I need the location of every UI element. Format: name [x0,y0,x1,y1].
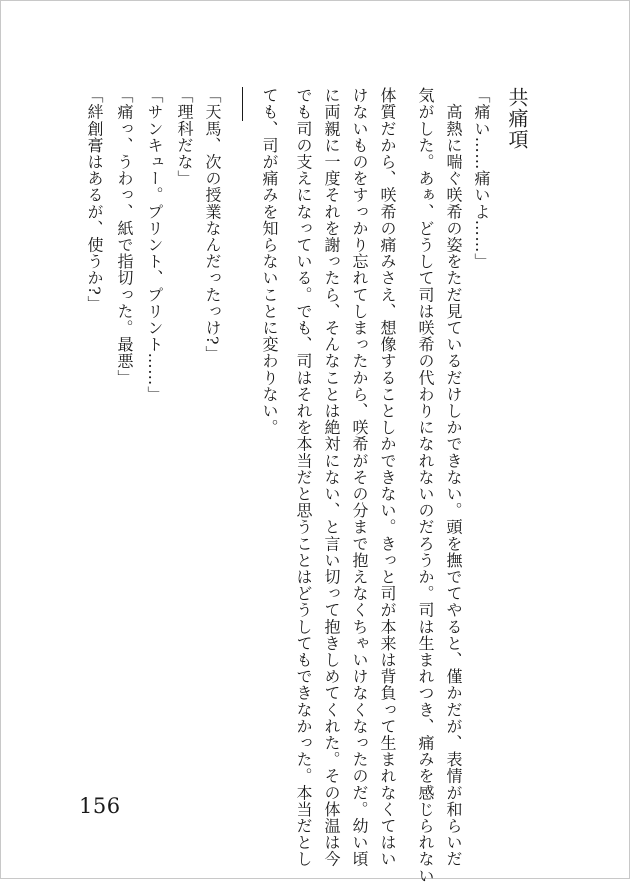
section-divider [242,87,243,121]
text-column: 気がした。あぁ、どうして司は咲希の代わりになれないのだろうか。司は生まれつき、痛みを感じられない [416,87,435,884]
text-column: けないものをすっかり忘れてしまったから、咲希がその分まで抱えなくちゃいけなくなったのだ。幼い頃 [350,87,369,868]
text-column: ても、司が痛みを知らないことに変わりない。 [260,87,279,436]
text-column: 「痛い……痛いよ……」 [472,87,491,270]
dialogue-column: 「痛っ、うわっ、紙で指切った。最悪」 [115,87,134,386]
text-column: でも司の支えになっている。でも、司はそれを本当だと思うことはどうしてもできなかった。本当だとし [294,87,313,868]
text-column: に両親に一度それを謝ったら、そんなことは絶対にない、と言い切って抱きしめてくれた。その体温は今 [322,87,341,868]
dialogue-column: 「理科だな」 [175,87,194,187]
text-column: 体質だから、咲希の痛みさえ、想像することしかできない。きっと司が本来は背負って生まれなくてはい [378,87,397,868]
dialogue-column: 「サンキュー。プリント、プリント……」 [145,87,164,403]
text-column: 高熱に喘ぐ咲希の姿をただ見ているだけしかできない。頭を撫でてやると、僅かだが、表情が和らいだ [444,87,463,868]
page-number: 156 [79,794,121,818]
dialogue-column: 「天馬、次の授業なんだったっけ?」 [203,87,222,362]
chapter-title: 共痛項 [505,87,529,150]
dialogue-column: 「絆創膏はあるが、使うか?」 [85,87,104,312]
